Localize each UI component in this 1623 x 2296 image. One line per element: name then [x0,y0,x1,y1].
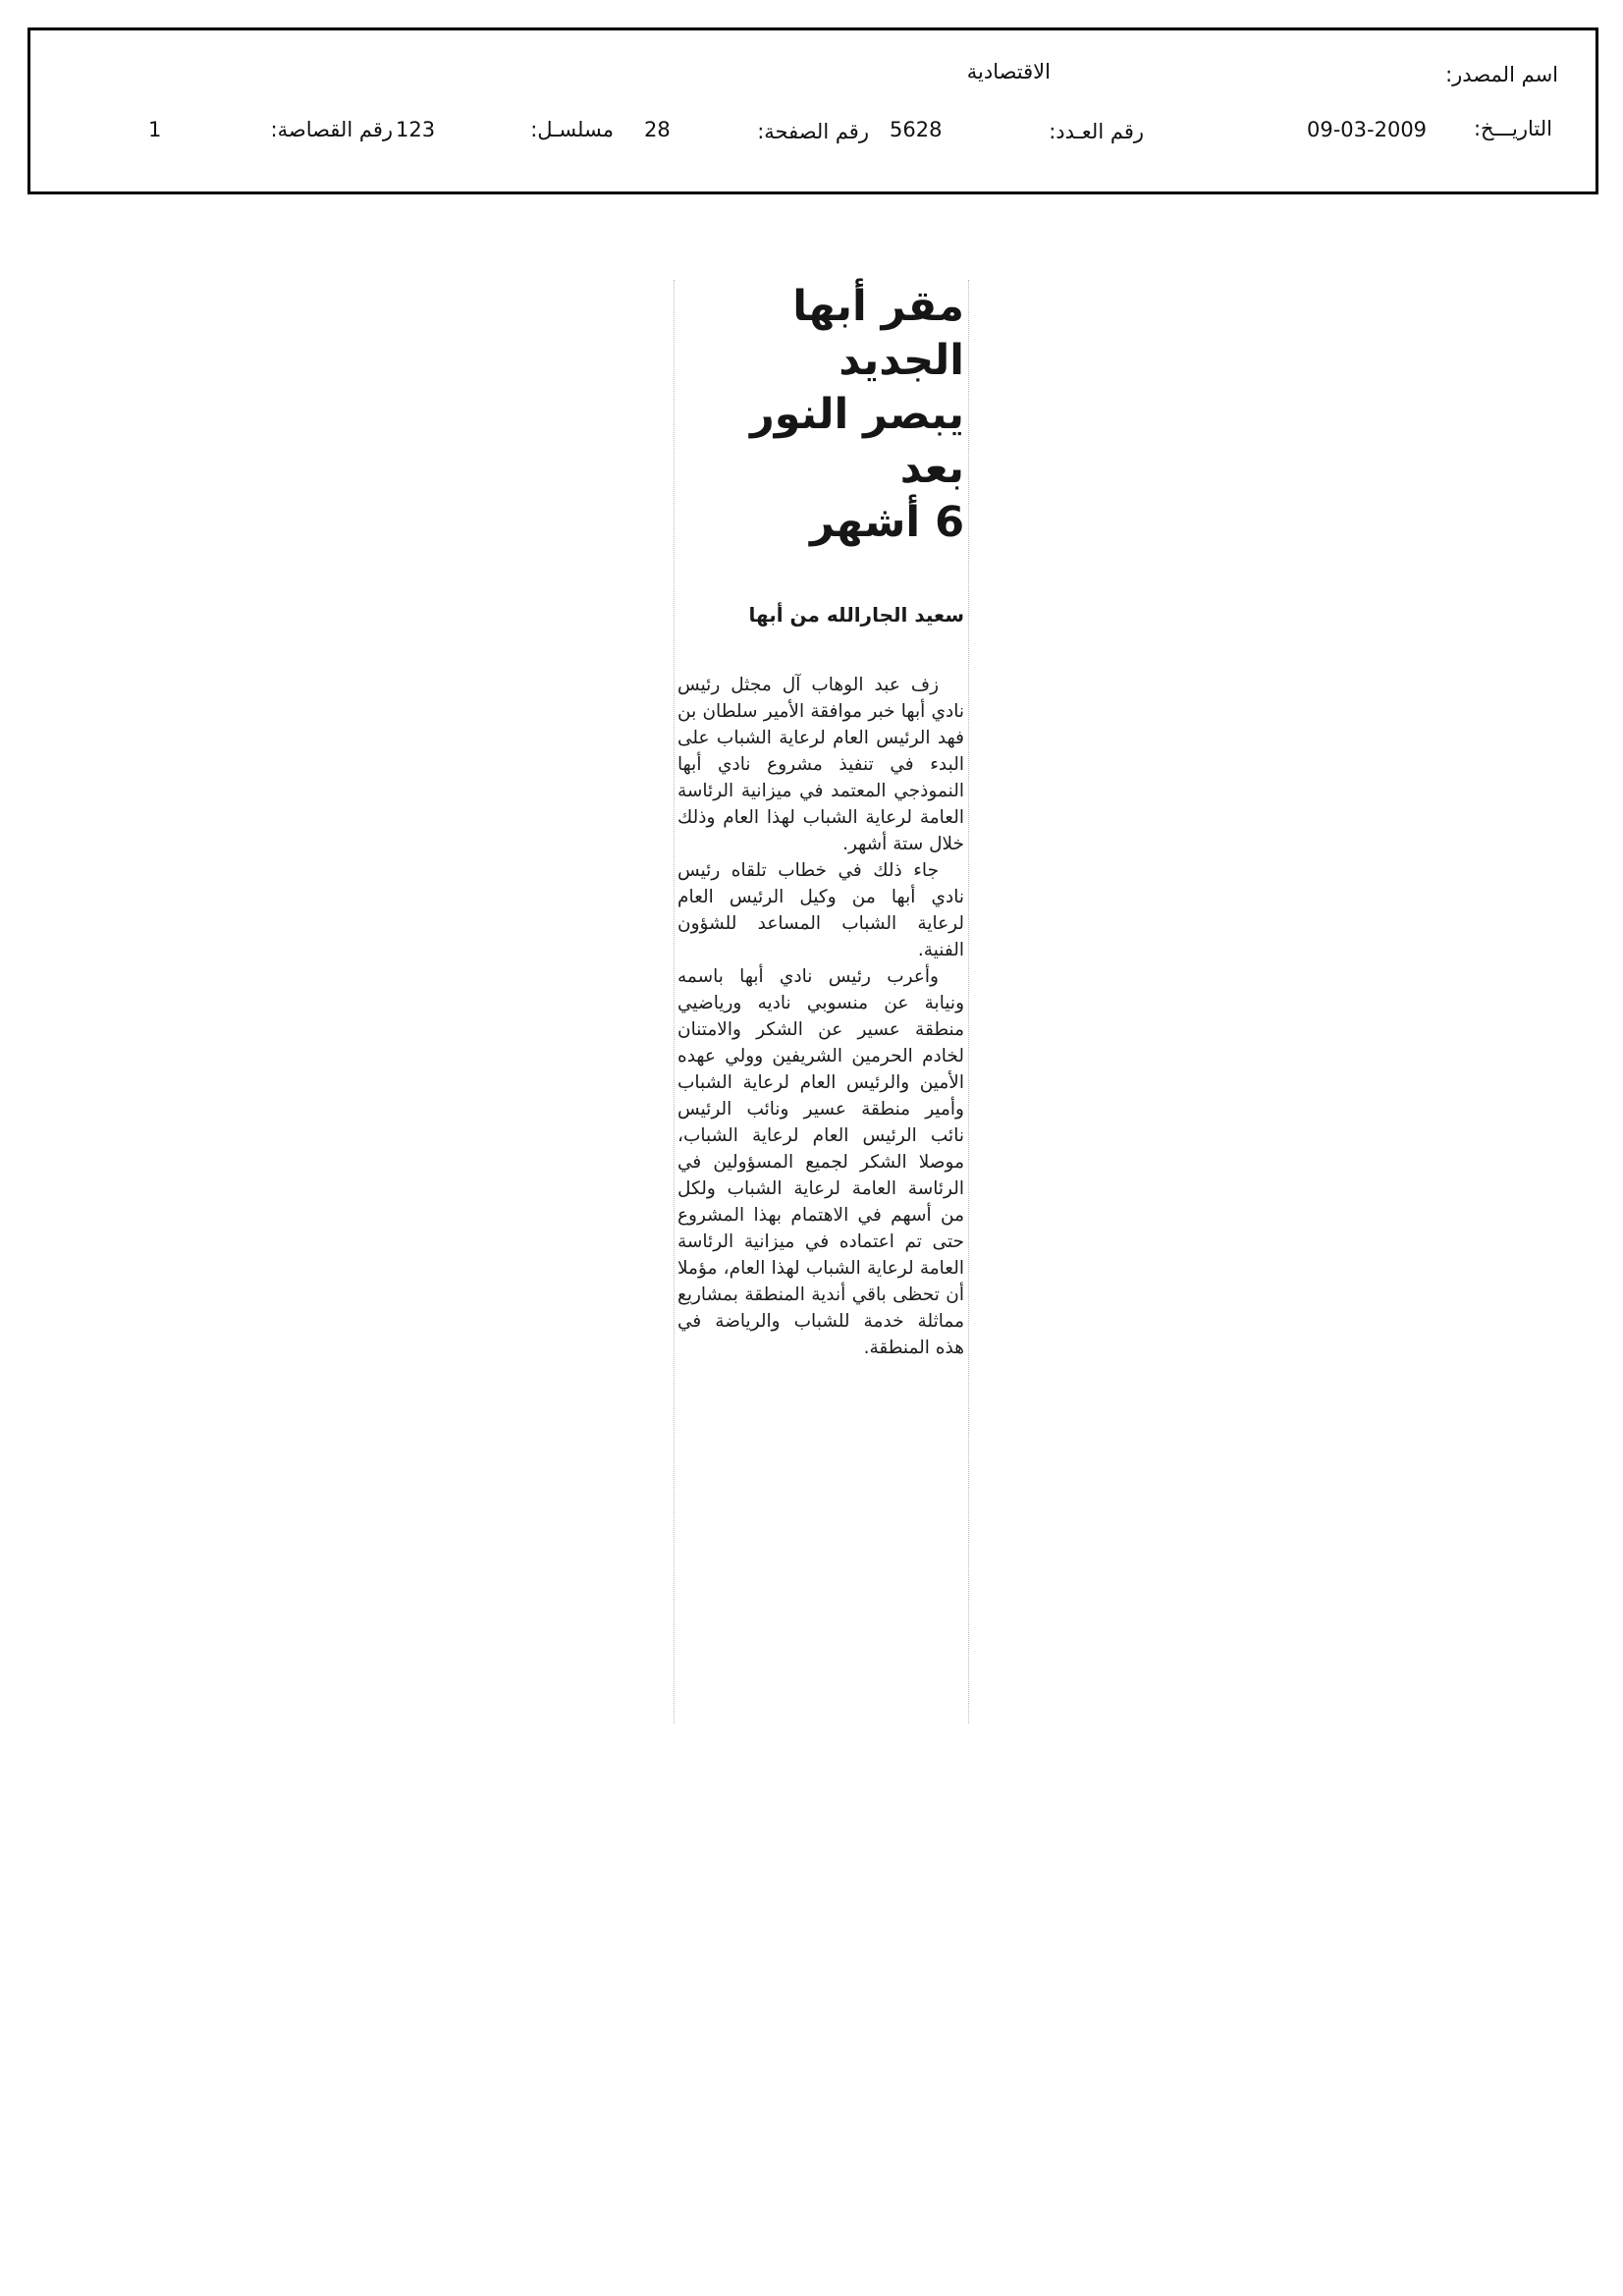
headline-line-3: 6 أشهر [809,498,964,547]
article-paragraph-3: وأعرب رئيس نادي أبها باسمه ونيابة عن منسوبي ناديه ورياضيي منطقة عسير عن الشكر والامتنان لخادم الحرمين الشريفين وولي عهده الأمين والرئيس العام لرعاية الشباب وأمير منطقة عسير ونائب الرئيس نائب الرئيس العام لرعاية الشباب، موصلا الشكر لجميع المسؤولين في الرئاسة العامة لرعاية الشباب ولكل من أسهم في الاهتمام بهذا المشروع حتى تم اعتماده في ميزانية الرئاسة العامة لرعاية الشباب لهذا العام، مؤملا أن تحظى باقي أندية المنطقة بمشاريع مماثلة خدمة للشباب والرياضة في هذه المنطقة. [677,966,964,1358]
serial-label: مسلسـل: [530,118,614,141]
source-value: الاقتصادية [966,60,1051,83]
page-label: رقم الصفحة: [757,120,869,143]
clipping-header-box [27,27,1598,194]
column-rule-left [674,280,675,1723]
article-paragraph-2: جاء ذلك في خطاب تلقاه رئيس نادي أبها من وكيل الرئيس العام لرعاية الشباب المساعد للشؤون الفنية. [677,860,964,960]
article-paragraph-1: زف عبد الوهاب آل مجثل رئيس نادي أبها خبر موافقة الأمير سلطان بن فهد الرئيس العام لرعاية الشباب على البدء في تنفيذ مشروع نادي أبها النموذجي المعتمد في ميزانية الرئاسة العامة لرعاية الشباب لهذا العام وذلك خلال ستة أشهر. [677,675,964,854]
article-headline [677,280,964,550]
date-label: التاريـــخ: [1473,117,1552,140]
newspaper-article [677,280,964,1361]
issue-value: 5628 [890,118,943,141]
page-value: 28 [644,118,671,141]
article-body [677,672,964,1361]
headline-line-2: يبصر النور بعد [750,390,964,493]
clip-label: رقم القصاصة: [270,118,393,141]
headline-line-1: مقر أبها الجديد [792,282,964,385]
column-rule-right [968,280,969,1723]
clip-value: 1 [148,118,162,141]
issue-label: رقم العـدد: [1049,120,1144,143]
source-label: اسم المصدر: [1445,63,1558,86]
date-value: 09-03-2009 [1307,118,1428,141]
serial-value: 123 [396,118,436,141]
article-byline: سعيد الجارالله من أبها [748,603,964,627]
